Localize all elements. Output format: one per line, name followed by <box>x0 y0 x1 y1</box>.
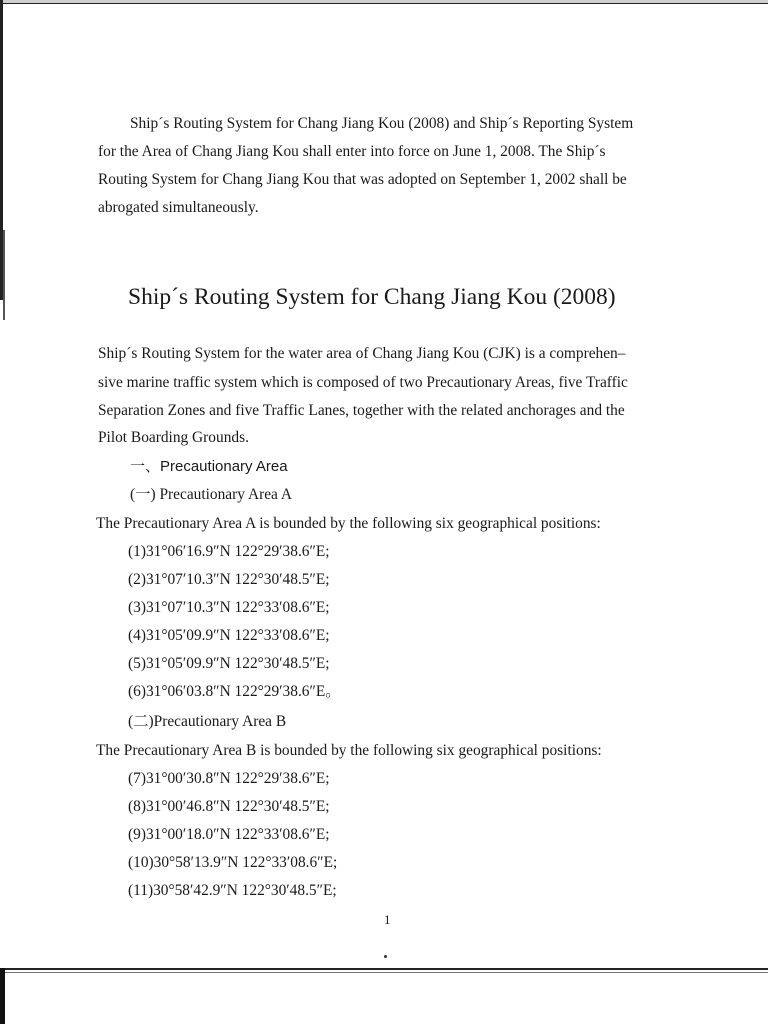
area-a-position-2: (2)31°07′10.3″N 122°30′48.5″E; <box>128 571 330 588</box>
area-a-position-1: (1)31°06′16.9″N 122°29′38.6″E; <box>128 543 330 560</box>
area-b-position-10: (10)30°58′13.9″N 122°33′08.6″E; <box>128 854 338 871</box>
description-line-1: Ship´s Routing System for the water area of Chang Jiang Kou (CJK) is a comprehen– <box>98 345 626 362</box>
page-number: 1 <box>384 912 391 927</box>
scan-border-bottom-left <box>0 968 5 1024</box>
area-b-position-9: (9)31°00′18.0″N 122°33′08.6″E; <box>128 826 330 843</box>
area-a-position-5: (5)31°05′09.9″N 122°30′48.5″E; <box>128 655 330 672</box>
area-a-position-4: (4)31°05′09.9″N 122°33′08.6″E; <box>128 627 330 644</box>
scan-border-bottom-line <box>0 972 768 973</box>
description-line-3: Separation Zones and five Traffic Lanes, together with the related anchorages and the <box>98 402 625 419</box>
area-a-intro: The Precautionary Area A is bounded by the following six geographical positions: <box>96 515 601 532</box>
section-heading: 一、Precautionary Area <box>130 458 288 475</box>
intro-line-2: for the Area of Chang Jiang Kou shall enter into force on June 1, 2008. The Ship´s <box>98 143 606 160</box>
scan-border-left-mark <box>3 230 5 320</box>
scan-border-bottom <box>0 968 768 970</box>
area-a-subheading: (一) Precautionary Area A <box>130 486 292 503</box>
intro-line-1: Ship´s Routing System for Chang Jiang Kou (2008) and Ship´s Reporting System <box>130 115 634 132</box>
scan-border-top-line <box>0 3 768 4</box>
area-b-position-11: (11)30°58′42.9″N 122°30′48.5″E; <box>128 882 337 899</box>
area-b-position-7: (7)31°00′30.8″N 122°29′38.6″E; <box>128 770 330 787</box>
scan-speck <box>384 955 387 958</box>
area-b-subheading: (二)Precautionary Area B <box>128 713 287 730</box>
intro-line-3: Routing System for Chang Jiang Kou that was adopted on September 1, 2002 shall be <box>98 171 627 188</box>
description-line-4: Pilot Boarding Grounds. <box>98 429 249 446</box>
area-a-position-6: (6)31°06′03.8″N 122°29′38.6″E。 <box>128 683 341 700</box>
intro-line-4: abrogated simultaneously. <box>98 199 259 216</box>
description-line-2: sive marine traffic system which is composed of two Precautionary Areas, five Traffic <box>98 374 628 391</box>
area-a-position-3: (3)31°07′10.3″N 122°33′08.6″E; <box>128 599 330 616</box>
area-b-position-8: (8)31°00′46.8″N 122°30′48.5″E; <box>128 798 330 815</box>
area-b-intro: The Precautionary Area B is bounded by the following six geographical positions: <box>96 742 602 759</box>
document-title: Ship´s Routing System for Chang Jiang Kou (2008) <box>128 284 616 310</box>
